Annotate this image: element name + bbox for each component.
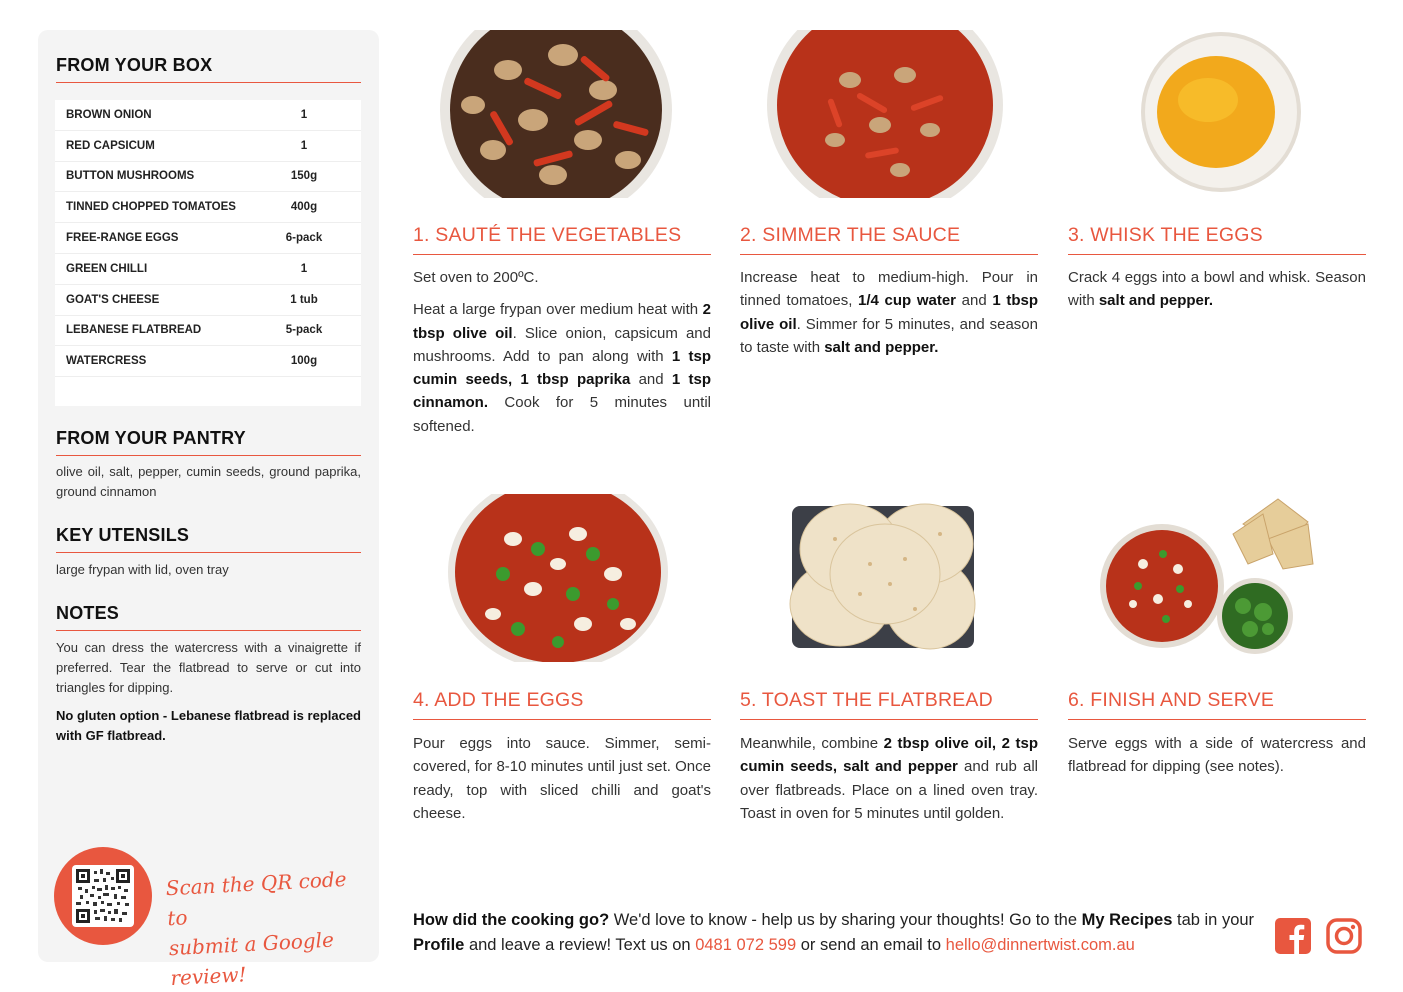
toasted-flatbread-image [740,494,1038,664]
footer-text: tab in your [1172,911,1255,929]
my-recipes-label: My Recipes [1081,911,1173,929]
ingredient-name: RED CAPSICUM [66,139,155,152]
footer-question: How did the cooking go? [413,911,610,929]
step-1-title: 1. SAUTÉ THE VEGETABLES [413,224,711,255]
ingredient-name: BUTTON MUSHROOMS [66,170,195,183]
simmering-sauce-image [740,30,1038,200]
ingredients-sidebar [38,30,379,991]
ingredient-qty: 100g [290,355,318,368]
table-row [55,285,361,316]
text-run: Cook for 5 minutes until softened. [413,394,711,435]
instagram-icon[interactable] [1326,918,1362,954]
step-2-line-1 [740,266,1038,359]
notes-heading: NOTES [56,603,361,631]
table-row [55,192,361,223]
text-run: Increase heat to medium-high. Pour in tinned tomatoes, [740,269,1038,310]
text-run: . Simmer for 5 minutes, and season to taste with [740,315,1038,356]
phone-link[interactable]: 0481 072 599 [695,936,797,954]
step-5-line-1 [740,732,1038,825]
facebook-icon[interactable] [1275,918,1311,954]
pantry-text: olive oil, salt, pepper, cumin seeds, ground paprika, ground cinnamon [56,464,361,499]
text-run: and [630,371,672,389]
footer-text: We'd love to know - help us by sharing your thoughts! Go to the [609,911,1082,929]
ingredient-bold: 1 tbsp olive oil [740,292,1038,333]
ingredient-name: TINNED CHOPPED TOMATOES [66,201,236,214]
step-5-body [740,732,1038,834]
ingredient-name: GREEN CHILLI [66,262,148,275]
text-run: Meanwhile, combine [740,735,884,752]
step-6-line-1: Serve eggs with a side of watercress and flatbread for dipping (see notes). [1068,735,1366,776]
step-2-body [740,266,1038,368]
gluten-note-text: No gluten option - Lebanese flatbread is replaced with GF flatbread. [56,708,361,743]
whisked-eggs-image [1068,30,1366,200]
table-row [55,346,361,377]
notes-text: You can dress the watercress with a vinaigrette if preferred. Tear the flatbread to serve or cut into triangles for dipping. [56,640,361,695]
ingredient-qty: 5-pack [285,324,323,337]
ingredient-qty: 1 [300,108,308,121]
ingredient-bold: 1 tsp cumin seeds, 1 tbsp paprika [413,347,711,389]
ingredient-bold: 2 tbsp olive oil, 2 tsp cumin seeds, salt and pepper [740,735,1038,776]
step-4-body [413,732,711,834]
email-link[interactable]: hello@dinnertwist.com.au [945,936,1135,954]
qr-code-icon[interactable] [72,865,134,927]
text-run: and [956,292,993,310]
qr-caption [165,863,371,992]
gluten-note [56,706,361,746]
footer-text: or send an email to [796,936,946,954]
text-run: . Slice onion, capsicum and mushrooms. Add to pan along with [413,324,711,365]
sauteed-vegetables-image [413,30,711,200]
ingredient-name: WATERCRESS [66,355,147,368]
step-4-title: 4. ADD THE EGGS [413,689,711,720]
utensils-text: large frypan with lid, oven tray [56,562,229,577]
step-6-title: 6. FINISH AND SERVE [1068,689,1366,720]
step-4-line-1: Pour eggs into sauce. Simmer, semi-covered, for 8-10 minutes until just set. Once ready, top with sliced chilli and goat's cheese. [413,735,711,822]
pantry-heading: FROM YOUR PANTRY [56,428,361,456]
ingredient-qty: 150g [290,170,318,183]
qr-caption-line-2: submit a Google review! [168,927,335,991]
footer-text: and leave a review! Text us on [464,936,696,954]
ingredient-name: BROWN ONION [66,108,152,121]
ingredients-table [55,100,361,406]
ingredient-qty: 400g [290,201,318,214]
ingredient-bold: salt and pepper. [1098,292,1214,310]
utensils-heading: KEY UTENSILS [56,525,361,553]
table-row [55,100,361,131]
step-1-body [413,266,711,447]
ingredient-bold: salt and pepper. [824,338,939,356]
qr-badge [54,847,152,945]
ingredient-bold: 1 tsp cinnamon. [413,371,712,412]
table-row [55,316,361,347]
from-your-box-heading: FROM YOUR BOX [56,55,361,83]
ingredient-qty: 1 [300,139,308,152]
text-run: and rub all over flatbreads. Place on a lined oven tray. Toast in oven for 5 minutes until golden. [740,758,1038,822]
profile-label: Profile [413,936,465,954]
ingredient-qty: 1 [300,262,308,275]
table-row [55,223,361,254]
table-row [55,254,361,285]
ingredient-qty: 1 tub [290,293,318,306]
text-run: Crack 4 eggs into a bowl and whisk. Season with [1068,269,1366,310]
step-2-title: 2. SIMMER THE SAUCE [740,224,1038,255]
ingredient-name: GOAT'S CHEESE [66,293,160,306]
qr-caption-line-1: Scan the QR code to [165,866,348,931]
finished-dish-image [1068,494,1366,664]
review-footer [413,908,1263,958]
table-row [55,162,361,193]
step-1-line-1: Set oven to 200ºC. [413,269,539,286]
ingredient-qty: 6-pack [285,232,323,245]
step-3-line-1 [1068,266,1366,313]
text-run: Heat a large frypan over medium heat with [413,301,703,319]
ingredient-name: LEBANESE FLATBREAD [66,324,202,337]
step-6-body [1068,732,1366,788]
eggs-in-sauce-image [413,494,711,664]
ingredient-bold: 1/4 cup water [858,292,957,310]
step-3-body [1068,266,1366,322]
step-3-title: 3. WHISK THE EGGS [1068,224,1366,255]
table-row [55,131,361,162]
step-1-line-2 [413,298,711,438]
ingredient-name: FREE-RANGE EGGS [66,232,179,245]
step-5-title: 5. TOAST THE FLATBREAD [740,689,1038,720]
ingredient-bold: 2 tbsp olive oil [413,301,711,342]
